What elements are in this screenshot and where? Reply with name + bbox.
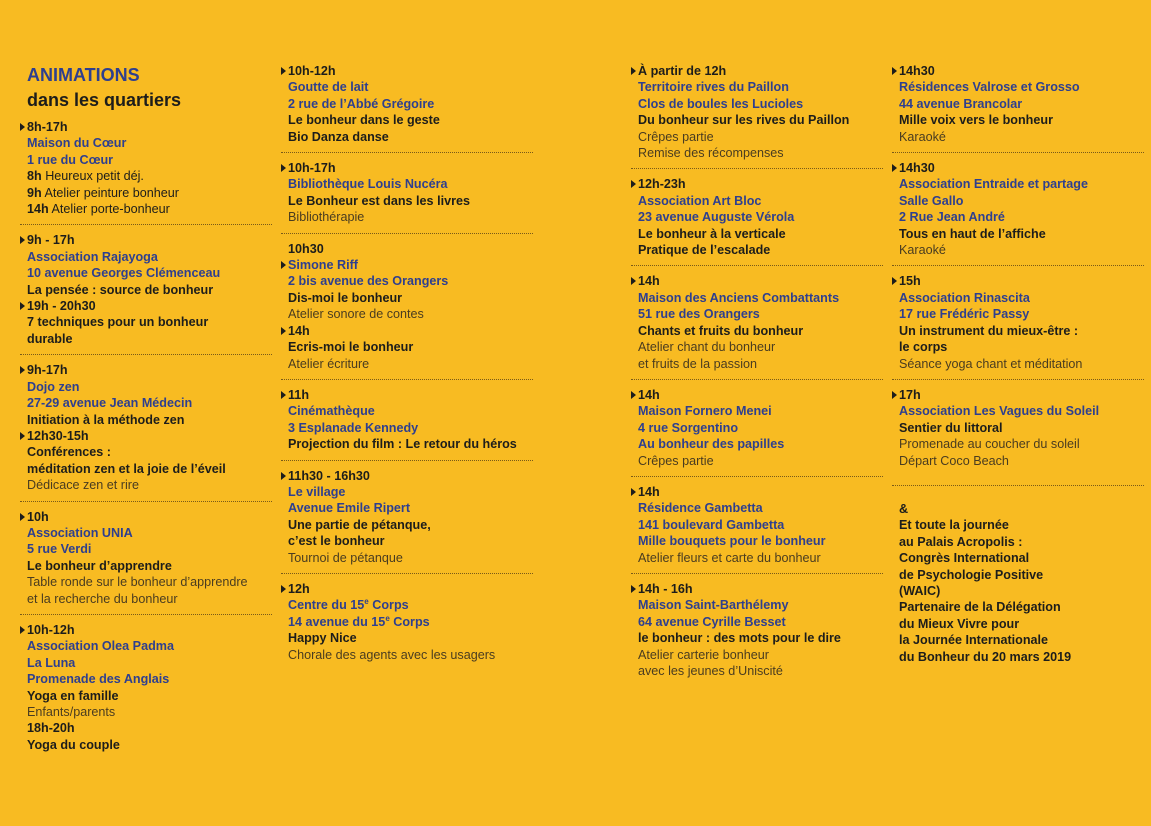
event-line: 9h Atelier peinture bonheur <box>27 185 179 200</box>
event-line: Du bonheur sur les rives du Paillon <box>638 113 850 128</box>
event-line: Projection du film : Le retour du héros <box>288 437 517 452</box>
event-line: la Journée Internationale <box>899 633 1049 648</box>
event-line: Maison Saint-Barthélemy <box>638 598 789 613</box>
event-line: 14h <box>638 484 883 500</box>
event-line: 9h - 17h <box>27 232 272 248</box>
event-line: Association Rajayoga <box>27 249 158 264</box>
triangle-bullet-icon <box>631 180 636 188</box>
event-block <box>631 176 883 266</box>
event-line: 17 rue Frédéric Passy <box>899 307 1030 322</box>
event-line: 5 rue Verdi <box>27 542 92 557</box>
triangle-bullet-icon <box>892 277 897 285</box>
event-line: Yoga en famille <box>27 688 119 703</box>
event-line: 3 Esplanade Kennedy <box>288 420 419 435</box>
event-line: Dis-moi le bonheur <box>288 290 403 305</box>
event-block <box>20 232 272 355</box>
event-line: Association Olea Padma <box>27 639 174 654</box>
event-line: 14h Atelier porte-bonheur <box>27 202 170 217</box>
event-line: 27-29 avenue Jean Médecin <box>27 396 193 411</box>
event-line: Bibliothérapie <box>288 210 365 225</box>
event-line: Association Entraide et partage <box>899 177 1088 192</box>
event-line: Territoire rives du Paillon <box>638 80 789 95</box>
event-block <box>20 622 272 760</box>
event-line: Simone Riff <box>288 257 533 273</box>
event-line: et la recherche du bonheur <box>27 591 178 606</box>
triangle-bullet-icon <box>281 67 286 75</box>
event-line: Mille bouquets pour le bonheur <box>638 534 826 549</box>
triangle-bullet-icon <box>20 123 25 131</box>
event-line: de Psychologie Positive <box>899 567 1044 582</box>
event-line: 7 techniques pour un bonheur <box>27 315 209 330</box>
event-block <box>281 468 533 574</box>
event-line: 10 avenue Georges Clémenceau <box>27 266 221 281</box>
triangle-bullet-icon <box>281 164 286 172</box>
event-line: Résidences Valrose et Grosso <box>899 80 1080 95</box>
event-line: 11h30 - 16h30 <box>288 468 533 484</box>
event-line: Happy Nice <box>288 631 357 646</box>
event-line: Maison du Cœur <box>27 136 127 151</box>
event-list-2 <box>281 63 533 670</box>
event-line: Yoga du couple <box>27 737 120 752</box>
event-line: 10h30 <box>288 241 324 256</box>
event-line: Chorale des agents avec les usagers <box>288 647 496 662</box>
event-line: 19h - 20h30 <box>27 298 272 314</box>
event-line: Atelier chant du bonheur <box>638 340 776 355</box>
column-2 <box>281 63 533 677</box>
event-line: À partir de 12h <box>638 63 883 79</box>
event-line: 15h <box>899 273 1144 289</box>
event-line: Promenade au coucher du soleil <box>899 437 1080 452</box>
triangle-bullet-icon <box>20 366 25 374</box>
event-block <box>892 493 1144 672</box>
event-line: le bonheur : des mots pour le dire <box>638 631 841 646</box>
event-line: 10h <box>27 509 272 525</box>
event-block <box>281 581 533 670</box>
triangle-bullet-icon <box>281 327 286 335</box>
event-line: 10h-12h <box>27 622 272 638</box>
event-line: Et toute la journée <box>899 518 1009 533</box>
section-title: ANIMATIONS <box>27 65 140 85</box>
event-line: 10h-12h <box>288 63 533 79</box>
event-line: Cinémathèque <box>288 404 375 419</box>
triangle-bullet-icon <box>281 391 286 399</box>
event-line: le corps <box>899 340 948 355</box>
event-line: 12h30-15h <box>27 428 272 444</box>
event-line: 18h-20h <box>27 721 75 736</box>
event-line: Promenade des Anglais <box>27 672 170 687</box>
event-block <box>631 273 883 379</box>
event-line: Clos de boules les Lucioles <box>638 96 804 111</box>
event-line: Association UNIA <box>27 525 133 540</box>
event-block <box>631 387 883 477</box>
event-line: Avenue Emile Ripert <box>288 501 411 516</box>
event-block <box>20 119 272 225</box>
event-line: Dojo zen <box>27 379 80 394</box>
triangle-bullet-icon <box>892 67 897 75</box>
event-line: 14h30 <box>899 63 1144 79</box>
event-line: Bio Danza danse <box>288 129 389 144</box>
event-line: Goutte de lait <box>288 80 369 95</box>
event-line: Bibliothèque Louis Nucéra <box>288 177 448 192</box>
event-line: Association Les Vagues du Soleil <box>899 404 1100 419</box>
triangle-bullet-icon <box>892 164 897 172</box>
event-block <box>631 63 883 169</box>
event-list-4 <box>892 63 1144 672</box>
event-line: 12h <box>288 581 533 597</box>
triangle-bullet-icon <box>281 261 286 269</box>
event-line: Tous en haut de l’affiche <box>899 226 1046 241</box>
triangle-bullet-icon <box>20 432 25 440</box>
event-line: & <box>899 501 909 516</box>
event-line: Congrès International <box>899 551 1030 566</box>
event-line: 1 rue du Cœur <box>27 152 114 167</box>
event-line: 14h <box>638 387 883 403</box>
event-line: (WAIC) <box>899 583 941 598</box>
event-line: 2 Rue Jean André <box>899 210 1005 225</box>
event-block <box>892 160 1144 266</box>
triangle-bullet-icon <box>631 488 636 496</box>
event-line: 141 boulevard Gambetta <box>638 517 785 532</box>
event-line: 17h <box>899 387 1144 403</box>
event-line: Le bonheur d’apprendre <box>27 558 172 573</box>
column-1 <box>20 0 272 767</box>
event-line: c’est le bonheur <box>288 534 385 549</box>
event-line: Dédicace zen et rire <box>27 478 139 493</box>
event-line: Atelier écriture <box>288 356 370 371</box>
event-line: 14h <box>638 273 883 289</box>
event-line: Centre du 15e Corps <box>288 597 409 613</box>
event-line: Sentier du littoral <box>899 420 1003 435</box>
event-line: Enfants/parents <box>27 705 116 719</box>
event-block <box>892 387 1144 486</box>
column-3 <box>631 63 883 693</box>
event-line: Karaoké <box>899 129 946 144</box>
event-line: 14h30 <box>899 160 1144 176</box>
event-line: Pratique de l’escalade <box>638 243 771 258</box>
event-line: Table ronde sur le bonheur d’apprendre <box>27 575 248 590</box>
event-line: avec les jeunes d’Uniscité <box>638 664 783 678</box>
event-line: 2 rue de l’Abbé Grégoire <box>288 96 435 111</box>
event-line: au Palais Acropolis : <box>899 534 1023 549</box>
event-line: Tournoi de pétanque <box>288 550 403 565</box>
event-line: Un instrument du mieux-être : <box>899 323 1079 338</box>
event-block <box>281 160 533 234</box>
event-line: Le Bonheur est dans les livres <box>288 193 470 208</box>
triangle-bullet-icon <box>631 585 636 593</box>
event-line: La Luna <box>27 655 76 670</box>
event-line: Conférences : <box>27 445 111 460</box>
triangle-bullet-icon <box>281 585 286 593</box>
event-line: Crêpes partie <box>638 129 714 144</box>
event-line: 14h <box>288 323 533 339</box>
triangle-bullet-icon <box>631 391 636 399</box>
event-block <box>631 581 883 686</box>
event-line: du Mieux Vivre pour <box>899 616 1020 631</box>
event-line: 8h-17h <box>27 119 272 135</box>
triangle-bullet-icon <box>631 277 636 285</box>
event-line: Association Rinascita <box>899 290 1030 305</box>
event-line: 44 avenue Brancolar <box>899 96 1023 111</box>
triangle-bullet-icon <box>20 513 25 521</box>
event-line: Chants et fruits du bonheur <box>638 323 804 338</box>
event-line: Ecris-moi le bonheur <box>288 340 414 355</box>
event-line: Partenaire de la Délégation <box>899 600 1061 615</box>
event-line: Séance yoga chant et méditation <box>899 356 1083 371</box>
event-block <box>281 63 533 153</box>
event-line: 11h <box>288 387 533 403</box>
event-list-1 <box>20 119 272 760</box>
triangle-bullet-icon <box>892 391 897 399</box>
triangle-bullet-icon <box>20 236 25 244</box>
event-line: Crêpes partie <box>638 453 714 468</box>
event-line: 12h-23h <box>638 176 883 192</box>
event-line: Départ Coco Beach <box>899 453 1009 468</box>
event-line: Le bonheur à la verticale <box>638 226 786 241</box>
event-line: Atelier sonore de contes <box>288 307 424 322</box>
event-line: 23 avenue Auguste Vérola <box>638 210 795 225</box>
event-line: 14 avenue du 15e Corps <box>288 613 430 629</box>
event-line: 10h-17h <box>288 160 533 176</box>
event-line: 51 rue des Orangers <box>638 307 760 322</box>
event-line: Mille voix vers le bonheur <box>899 113 1053 128</box>
event-line: Karaoké <box>899 243 946 258</box>
event-line: Atelier carterie bonheur <box>638 647 769 662</box>
triangle-bullet-icon <box>20 626 25 634</box>
triangle-bullet-icon <box>631 67 636 75</box>
event-block <box>892 273 1144 379</box>
event-line: Le village <box>288 484 346 499</box>
event-line: Une partie de pétanque, <box>288 517 431 532</box>
event-line: Au bonheur des papilles <box>638 437 785 452</box>
event-line: Résidence Gambetta <box>638 501 763 516</box>
event-line: La pensée : source de bonheur <box>27 282 214 297</box>
section-subtitle: dans les quartiers <box>27 90 182 110</box>
event-line: méditation zen et la joie de l’éveil <box>27 461 226 476</box>
event-line: Maison Fornero Menei <box>638 404 772 419</box>
triangle-bullet-icon <box>20 302 25 310</box>
event-block <box>20 362 272 501</box>
event-line: Maison des Anciens Combattants <box>638 290 840 305</box>
event-line: 64 avenue Cyrille Besset <box>638 614 786 629</box>
event-line: Association Art Bloc <box>638 193 762 208</box>
event-line: Initiation à la méthode zen <box>27 412 185 427</box>
event-block <box>281 387 533 461</box>
event-line: 4 rue Sorgentino <box>638 420 739 435</box>
event-line: Remise des récompenses <box>638 146 784 161</box>
event-line: et fruits de la passion <box>638 356 758 371</box>
triangle-bullet-icon <box>281 472 286 480</box>
event-line: du Bonheur du 20 mars 2019 <box>899 649 1072 664</box>
event-line: 2 bis avenue des Orangers <box>288 274 449 289</box>
event-line: Le bonheur dans le geste <box>288 113 440 128</box>
event-line: 14h - 16h <box>638 581 883 597</box>
event-block <box>631 484 883 574</box>
event-list-3 <box>631 63 883 686</box>
column-4 <box>892 63 1144 679</box>
event-block <box>892 63 1144 153</box>
event-line: Salle Gallo <box>899 193 964 208</box>
event-block <box>281 241 533 380</box>
event-line: 8h Heureux petit déj. <box>27 169 144 184</box>
event-block <box>20 509 272 615</box>
event-line: durable <box>27 331 73 346</box>
event-line: 9h-17h <box>27 362 272 378</box>
event-line: Atelier fleurs et carte du bonheur <box>638 550 821 565</box>
